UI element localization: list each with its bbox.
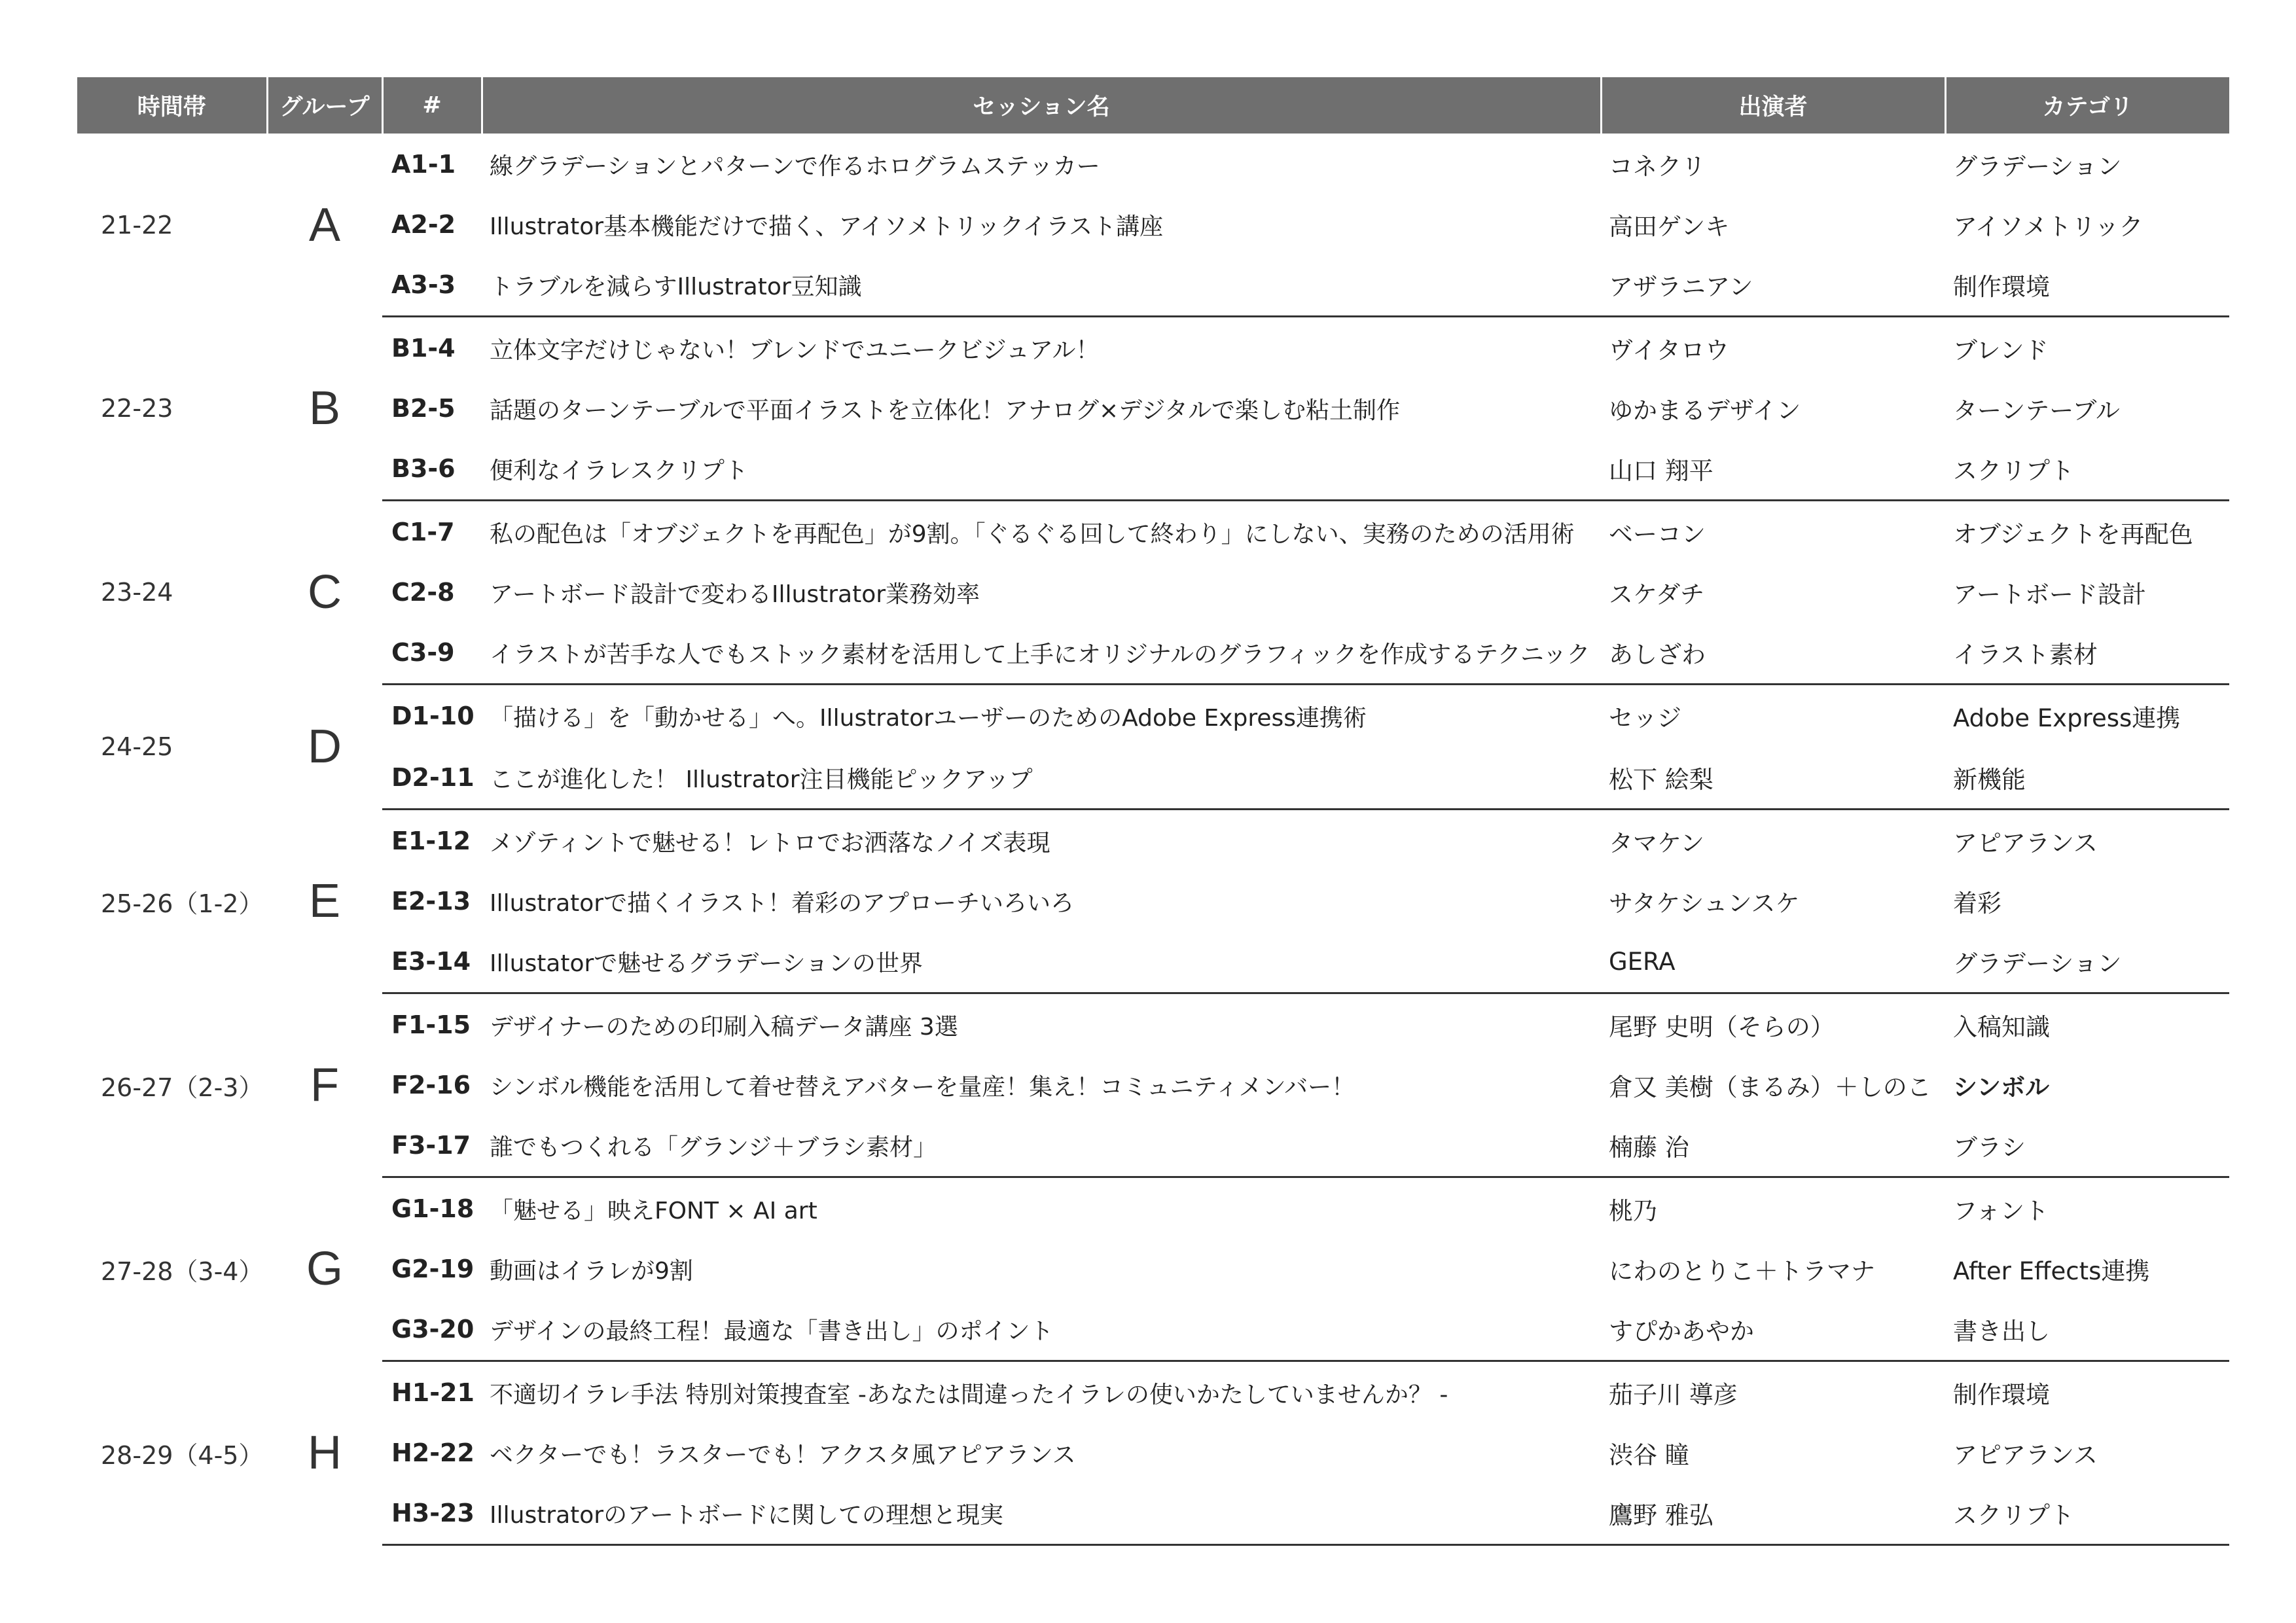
header-title: セッション名 <box>482 77 1601 134</box>
session-id: E3-14 <box>382 931 482 993</box>
session-title: Illustratorで描くイラスト！着彩のアプローチいろいろ <box>490 889 1075 917</box>
session-title: 「魅せる」映えFONT × AI art <box>490 1197 817 1224</box>
session-title: ベクターでも！ラスターでも！アクスタ風アピアランス <box>490 1441 1076 1469</box>
session-category: Adobe Express連携 <box>1953 704 2181 732</box>
table-row <box>77 501 2229 563</box>
time-slot: 26-27（2-3） <box>101 1073 264 1102</box>
session-id: A1-1 <box>391 150 456 179</box>
session-category: 新機能 <box>1945 747 2229 810</box>
session-title: メゾティントで魅せる！レトロでお洒落なノイズ表現 <box>490 829 1050 857</box>
header-group: グループ <box>267 77 382 134</box>
session-category: ブレンド <box>1953 336 2049 365</box>
session-id: G2-19 <box>391 1255 475 1283</box>
session-speaker: 鷹野 雅弘 <box>1601 1482 1945 1545</box>
session-speaker: 高田ゲンキ <box>1609 213 1730 241</box>
group-letter: E <box>308 875 341 927</box>
time-slot: 25-26（1-2） <box>101 889 264 918</box>
session-speaker: ベーコン <box>1609 520 1706 548</box>
table-row <box>77 317 2229 380</box>
session-speaker: にわのとりこ＋トラマナ <box>1609 1257 1875 1285</box>
session-title: 便利なイラレスクリプト <box>482 438 1601 501</box>
session-speaker: GERA <box>1601 931 1945 993</box>
table-row <box>77 747 2229 810</box>
session-speaker: 倉又 美樹（まるみ）＋しのこ <box>1609 1073 1931 1101</box>
session-title: イラストが苦手な人でもストック素材を活用して上手にオリジナルのグラフィックを作成するテクニック <box>482 622 1601 685</box>
session-id: E1-12 <box>391 827 471 855</box>
session-id: H3-23 <box>382 1482 482 1545</box>
table-row <box>77 622 2229 685</box>
group-letter: H <box>308 1427 342 1479</box>
table-row <box>77 872 2229 931</box>
session-category: ブラシ <box>1945 1115 2229 1177</box>
session-category: グラデーション <box>1945 931 2229 993</box>
session-title: デザイナーのための印刷入稿データ講座 3選 <box>490 1013 958 1041</box>
session-title: トラブルを減らすIllustrator豆知識 <box>482 254 1601 317</box>
session-title: 動画はイラレが9割 <box>490 1257 693 1285</box>
time-slot: 28-29（4-5） <box>101 1440 264 1470</box>
session-id: C2-8 <box>391 578 455 607</box>
session-title: Illustratorのアートボードに関しての理想と現実 <box>482 1482 1601 1545</box>
session-title: デザインの最終工程！最適な「書き出し」のポイント <box>482 1298 1601 1361</box>
session-id: G3-20 <box>382 1298 482 1361</box>
table-row <box>77 1361 2229 1424</box>
table-row <box>77 1115 2229 1177</box>
group-letter: G <box>306 1243 343 1295</box>
table-row <box>77 810 2229 872</box>
session-title: 「描ける」を「動かせる」へ。IllustratorユーザーのためのAdobe Express連携術 <box>490 704 1367 732</box>
header-id: # <box>382 77 482 134</box>
session-category: ターンテーブル <box>1953 397 2120 425</box>
session-category: アートボード設計 <box>1953 580 2146 609</box>
session-category: 入稿知識 <box>1953 1013 2050 1041</box>
group-letter: C <box>308 566 342 618</box>
table-row <box>77 685 2229 747</box>
session-title: 話題のターンテーブルで平面イラストを立体化！アナログ×デジタルで楽しむ粘土制作 <box>490 397 1400 424</box>
session-id: F1-15 <box>391 1010 471 1039</box>
session-id: C1-7 <box>391 518 455 546</box>
table-row <box>77 931 2229 993</box>
session-title: Illustrator基本機能だけで描く、アイソメトリックイラスト講座 <box>490 213 1164 240</box>
session-category: アピアランス <box>1953 829 2098 857</box>
table-row <box>77 1482 2229 1545</box>
session-speaker: 渋谷 瞳 <box>1609 1441 1689 1469</box>
session-speaker: あしざわ <box>1601 622 1945 685</box>
time-slot: 23-24 <box>101 578 173 607</box>
time-slot: 21-22 <box>101 210 173 240</box>
session-title: Illustatorで魅せるグラデーションの世界 <box>482 931 1601 993</box>
session-title: 誰でもつくれる「グランジ＋ブラシ素材」 <box>482 1115 1601 1177</box>
session-speaker: すぴかあやか <box>1601 1298 1945 1361</box>
table-row <box>77 1177 2229 1240</box>
session-speaker: ヴイタロウ <box>1609 336 1729 365</box>
table-row <box>77 563 2229 622</box>
table-row <box>77 1240 2229 1298</box>
session-id: H2-22 <box>391 1438 475 1467</box>
session-id: H1-21 <box>391 1378 475 1407</box>
session-speaker: コネクリ <box>1609 152 1706 181</box>
group-letter: B <box>308 382 341 435</box>
session-title: ここが進化した！ Illustrator注目機能ピックアップ <box>482 747 1601 810</box>
table-row <box>77 134 2229 195</box>
session-id: D2-11 <box>382 747 482 810</box>
group-letter: F <box>310 1059 339 1111</box>
session-id: B1-4 <box>391 334 456 363</box>
session-speaker: 楠藤 治 <box>1601 1115 1945 1177</box>
session-speaker: スケダチ <box>1609 580 1705 609</box>
session-id: A3-3 <box>382 254 482 317</box>
session-speaker: 茄子川 導彦 <box>1609 1381 1738 1409</box>
table-body <box>77 134 2229 1545</box>
session-speaker: 桃乃 <box>1609 1197 1657 1225</box>
session-id: E2-13 <box>391 887 471 916</box>
session-category: フォント <box>1953 1197 2049 1225</box>
group-letter: D <box>308 721 342 773</box>
header-row <box>77 77 2229 134</box>
session-speaker: 山口 翔平 <box>1601 438 1945 501</box>
session-speaker: 松下 絵梨 <box>1601 747 1945 810</box>
session-category: イラスト素材 <box>1945 622 2229 685</box>
session-speaker: 尾野 史明（そらの） <box>1609 1013 1835 1041</box>
table-row <box>77 438 2229 501</box>
table-row <box>77 993 2229 1056</box>
session-title: シンボル機能を活用して着せ替えアバターを量産！集え！コミュニティメンバー！ <box>490 1073 1355 1101</box>
table-row <box>77 254 2229 317</box>
time-slot: 24-25 <box>101 732 173 761</box>
session-speaker: タマケン <box>1609 829 1705 857</box>
session-id: D1-10 <box>391 702 475 730</box>
time-slot: 27-28（3-4） <box>101 1257 264 1286</box>
session-speaker: サタケシュンスケ <box>1609 889 1800 918</box>
session-category: アイソメトリック <box>1953 213 2144 241</box>
session-category: スクリプト <box>1945 438 2229 501</box>
table-row <box>77 1298 2229 1361</box>
table-row <box>77 1056 2229 1115</box>
session-id: G1-18 <box>391 1194 475 1223</box>
session-category: グラデーション <box>1953 152 2122 181</box>
session-category: シンボル <box>1953 1073 2050 1101</box>
session-id: C3-9 <box>382 622 482 685</box>
session-category: 着彩 <box>1953 889 2001 918</box>
session-id: A2-2 <box>391 210 456 239</box>
session-category: オブジェクトを再配色 <box>1953 520 2193 548</box>
session-id: F2-16 <box>391 1071 471 1099</box>
session-title: 私の配色は「オブジェクトを再配色」が9割。「ぐるぐる回して終わり」にしない、実務のための活用術 <box>490 520 1575 548</box>
session-id: B3-6 <box>382 438 482 501</box>
session-id: F3-17 <box>382 1115 482 1177</box>
session-category: After Effects連携 <box>1953 1257 2150 1285</box>
header-category: カテゴリ <box>1945 77 2229 134</box>
session-schedule-table <box>77 77 2229 1546</box>
table-header <box>77 77 2229 134</box>
session-title: 不適切イラレ手法 特別対策捜査室 -あなたは間違ったイラレの使いかたしていませんか？ - <box>490 1381 1448 1408</box>
table-row <box>77 1423 2229 1482</box>
session-title: アートボード設計で変わるIllustrator業務効率 <box>490 580 980 608</box>
session-category: 書き出し <box>1945 1298 2229 1361</box>
session-category: 制作環境 <box>1945 254 2229 317</box>
session-title: 立体文字だけじゃない！ブレンドでユニークビジュアル！ <box>490 336 1100 364</box>
session-id: B2-5 <box>391 394 456 423</box>
table-row <box>77 379 2229 438</box>
session-category: スクリプト <box>1945 1482 2229 1545</box>
session-speaker: セッジ <box>1609 704 1681 732</box>
header-speaker: 出演者 <box>1601 77 1945 134</box>
session-category: アピアランス <box>1953 1441 2098 1469</box>
time-slot: 22-23 <box>101 394 173 423</box>
header-time: 時間帯 <box>77 77 267 134</box>
group-letter: A <box>308 198 341 251</box>
table-row <box>77 195 2229 254</box>
session-title: 線グラデーションとパターンで作るホログラムステッカー <box>490 152 1100 180</box>
session-category: 制作環境 <box>1953 1381 2050 1409</box>
session-speaker: ゆかまるデザイン <box>1609 397 1801 425</box>
session-speaker: アザラニアン <box>1601 254 1945 317</box>
